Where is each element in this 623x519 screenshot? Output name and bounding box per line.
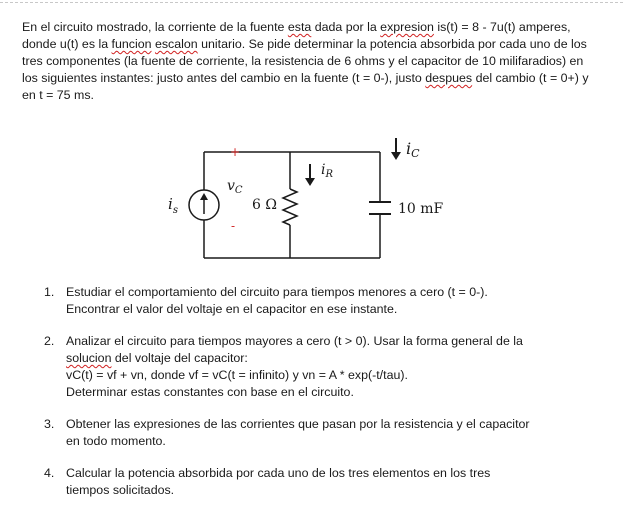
task-item (44, 333, 584, 401)
intro-misspelled-word: expresion (380, 20, 434, 34)
task-formula: vC(t) = vf + vn, donde vf = vC(t = infinito) y vn = A * exp(-t/tau). (66, 368, 408, 382)
task-text-rest: del voltaje del capacitor: (111, 351, 248, 365)
intro-text-5: unitario. Se pide determinar la potencia absorbida por cada uno de los tres componentes (la fuente de corriente, la resistencia de 6 ohms y el capacitor de 10 milifaradios) en los siguientes instantes: justo antes del cambio en la fuente (t = 0-), justo (22, 37, 587, 85)
intro-text-3: is(t) = 8 - 7u(t) amperes, donde u(t) es la (22, 20, 571, 51)
circuit-diagram (160, 132, 460, 272)
resistor-label: 6 Ω (252, 197, 277, 213)
polarity-minus: - (231, 219, 236, 233)
polarity-plus: + (230, 145, 241, 159)
intro-misspelled-word: escalon (154, 37, 198, 51)
task-misspelled-word: solucion (66, 351, 112, 365)
task-text: Analizar el circuito para tiempos mayores a cero (t > 0). Usar la forma general de la (66, 334, 523, 348)
task-text: en todo momento. (66, 434, 166, 448)
circuit-wires (204, 152, 380, 258)
task-text: Encontrar el valor del voltaje en el capacitor en ese instante. (66, 302, 398, 316)
task-number: 2. (44, 334, 55, 348)
source-label: $i_s$ (168, 195, 178, 216)
intro-text-1: En el circuito mostrado, la corriente de la fuente (22, 20, 288, 34)
capacitor-icon (369, 202, 391, 214)
page-top-border (0, 2, 623, 3)
task-text: Calcular la potencia absorbida por cada uno de los tres elementos en los tres (66, 466, 491, 480)
task-text: Determinar estas constantes con base en el circuito. (66, 385, 354, 399)
intro-misspelled-word: despues (425, 71, 473, 85)
task-number: 4. (44, 466, 55, 480)
task-item (44, 465, 584, 499)
problem-statement (22, 19, 602, 104)
task-item (44, 284, 584, 318)
resistor-current-label: $i_R$ (321, 162, 334, 180)
intro-misspelled-word: funcion (111, 37, 152, 51)
capacitor-current-arrow-icon (391, 138, 401, 160)
task-number: 1. (44, 285, 55, 299)
resistor-current-arrow-icon (305, 164, 315, 186)
intro-misspelled-word: esta (287, 20, 312, 34)
capacitor-voltage-label: $v_C$ (227, 178, 243, 196)
task-text: Estudiar el comportamiento del circuito para tiempos menores a cero (t = 0-). (66, 285, 488, 299)
task-text (66, 350, 584, 367)
capacitor-current-label: iC (406, 139, 420, 160)
capacitor-label: 10 mF (398, 201, 444, 217)
task-text: Obtener las expresiones de las corrientes que pasan por la resistencia y el capacitor (66, 417, 530, 431)
resistor-icon (283, 189, 297, 225)
task-list (44, 284, 584, 514)
intro-text-6: del cambio (t = 0+) y en t = 75 ms. (22, 71, 589, 102)
intro-text-2: dada por la (311, 20, 381, 34)
task-text: tiempos solicitados. (66, 483, 175, 497)
task-number: 3. (44, 417, 55, 431)
current-source-icon (189, 190, 219, 220)
task-item (44, 416, 584, 450)
